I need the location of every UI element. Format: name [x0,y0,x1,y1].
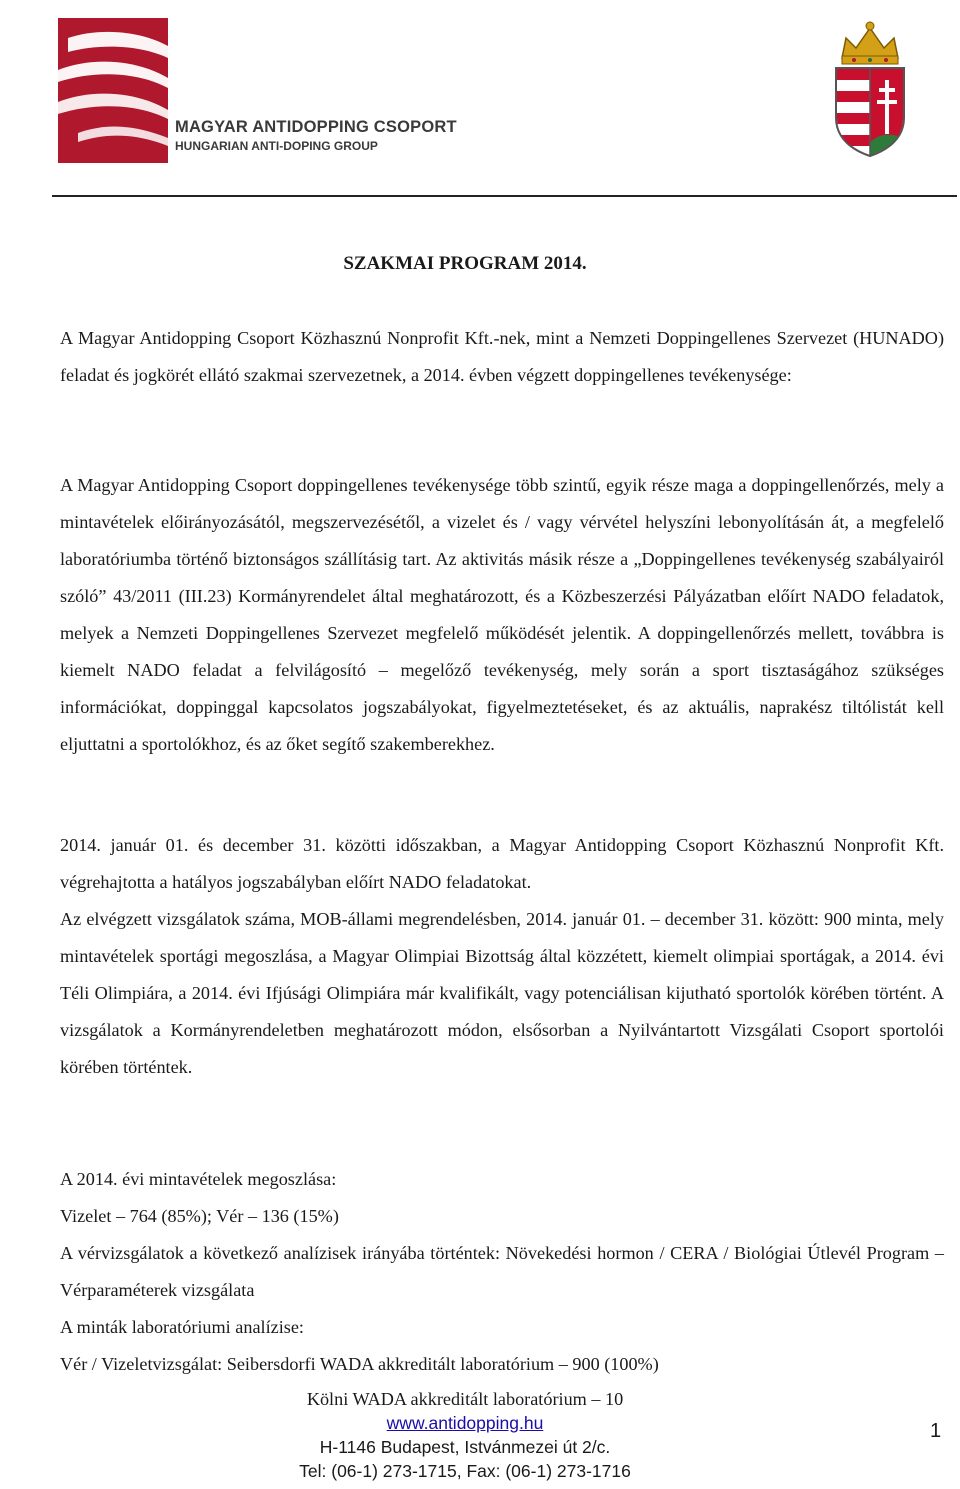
lab-koln-line: Kölni WADA akkreditált laboratórium – 10 [306,1389,624,1409]
blood-analyses-paragraph: A vérvizsgálatok a következő analízisek irányába történtek: Növekedési hormon / CERA / Biológiai Útlevél Program – Vérparaméterek vizsgálata [60,1243,944,1300]
website-link[interactable]: www.antidopping.hu [386,1413,544,1433]
organization-logo [58,18,458,168]
distribution-heading: A 2014. évi mintavételek megoszlása: [60,1169,337,1189]
logo-wordmark [175,118,457,153]
lab-seibersdorf-line: Vér / Vizeletvizsgálat: Seibersdorfi WADA akkreditált laboratórium – 900 (100%) [60,1354,659,1374]
header-divider [52,195,957,197]
org-name: MAGYAR ANTIDOPPING CSOPORT [175,118,457,136]
page-number: 1 [930,1420,942,1442]
tests-paragraph: Az elvégzett vizsgálatok száma, MOB-állami megrendelésben, 2014. január 01. – december 31. között: 900 minta, mely mintavételek sportági megoszlása, a Magyar Olimpiai Bizottság által közzétett, kiemelt olimpiai sportágak, a 2014. évi Téli Olimpiára, a 2014. évi Ifjúsági Olimpiára már kvalifikált, vagy potenciálisan kijutható sportolók körében történt. A vizsgálatok a Kormányrendeletben meghatározott módon, elsősorban a Nyilvántartott Vizsgálati Csoport sportolói körében történtek. [60,909,944,1077]
footer [0,1387,930,1483]
ribbon-logo-icon [58,18,168,163]
period-paragraph: 2014. január 01. és december 31. közötti időszakban, a Magyar Antidopping Csoport Közhasznú Nonprofit Kft. végrehajtotta a hatályos jogszabályban előírt NADO feladatokat. [60,835,944,892]
distribution-values: Vizelet – 764 (85%); Vér – 136 (15%) [60,1206,339,1226]
intro-paragraph: A Magyar Antidopping Csoport Közhasznú Nonprofit Kft.-nek, mint a Nemzeti Doppingellenes Szervezet (HUNADO) feladat és jogkörét ellátó szakmai szervezetnek, a 2014. évben végzett doppingellenes tevékenysége: [60,328,944,385]
hungarian-coat-of-arms-icon [830,18,910,158]
activity-paragraph: A Magyar Antidopping Csoport doppingellenes tevékenysége több szintű, egyik része maga a doppingellenőrzés, mely a mintavételek előirányozásától, megszervezésétől, a vizelet és / vagy vérvétel helyszíni lebonyolításán át, a megfelelő laboratóriumba történő biztonságos szállításig tart. Az aktivitás másik része a „Doppingellenes tevékenység szabályairól szóló” 43/2011 (III.23) Kormányrendelet által meghatározott, és a Közbeszerzési Pályázatban előírt NADO feladatok, melyek a Nemzeti Doppingellenes Szervezet megfelelő működését jelentik. A doppingellenőrzés mellett, továbbra is kiemelt NADO feladat a felvilágosító – megelőző tevékenység, mely során a sport tisztaságához szükséges információkat, doppinggal kapcsolatos jogszabályokat, figyelmeztetéseket, és az aktuális, naprakész tiltólistát kell eljuttatni a sportolókhoz, és az őket segítő szakemberekhez. [60,475,944,754]
lab-analysis-heading: A minták laboratóriumi analízise: [60,1317,304,1337]
org-name-english: HUNGARIAN ANTI-DOPING GROUP [175,139,378,153]
page-title: SZAKMAI PROGRAM 2014. [343,253,587,274]
footer-contact: Tel: (06-1) 273-1715, Fax: (06-1) 273-1716 [299,1461,631,1481]
footer-address: H-1146 Budapest, Istvánmezei út 2/c. [319,1437,611,1457]
